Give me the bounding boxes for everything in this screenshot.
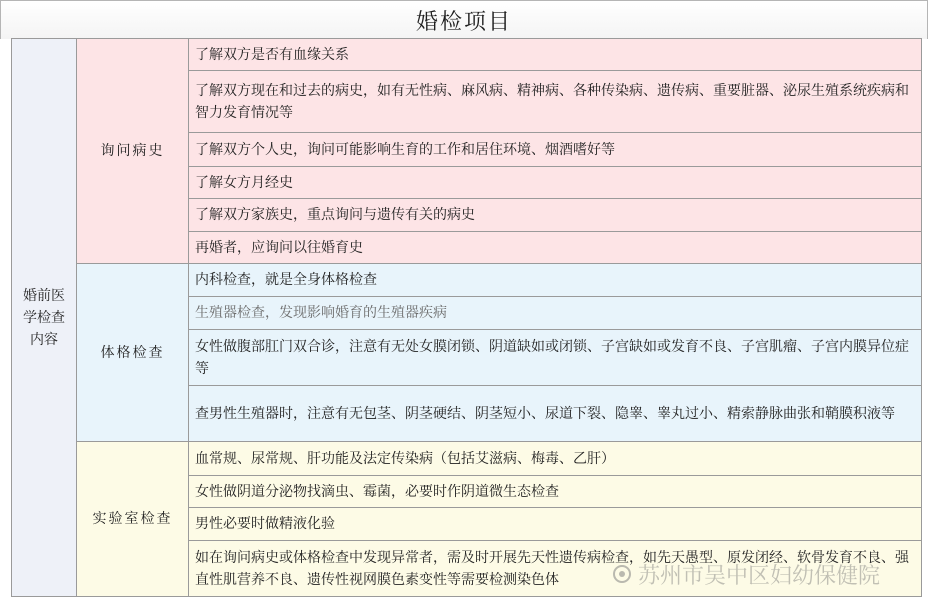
table-row	[12, 264, 922, 297]
section-lab-header	[77, 442, 189, 597]
section-physical-label: 体格检查	[100, 344, 165, 361]
table-row	[12, 39, 922, 71]
section-lab-label: 实验室检查	[92, 511, 173, 527]
table-cell: 男性必要时做精液化验	[189, 508, 922, 541]
table-cell: 了解双方是否有血缘关系	[189, 39, 922, 71]
main-category-label: 婚前医学检查内容	[23, 287, 65, 348]
table-cell: 再婚者，应询问以往婚育史	[189, 232, 922, 264]
page-title	[0, 0, 928, 39]
table-cell: 了解双方家族史，重点询问与遗传有关的病史	[189, 199, 922, 232]
section-history-header	[77, 39, 189, 264]
section-physical-header	[77, 264, 189, 442]
main-category-cell	[12, 39, 77, 597]
table-cell: 女性做腹部肛门双合诊，注意有无处女膜闭锁、阴道缺如或闭锁、子宫缺如或发育不良、子宫肌瘤、子宫内膜异位症等	[189, 330, 922, 386]
table-cell: 查男性生殖器时，注意有无包茎、阴茎硬结、阴茎短小、尿道下裂、隐睾、睾丸过小、精索静脉曲张和鞘膜积液等	[189, 386, 922, 442]
table-cell: 如在询问病史或体格检查中发现异常者，需及时开展先天性遗传病检查，如先天愚型、原发闭经、软骨发育不良、强直性肌营养不良、遗传性视网膜色素变性等需要检测染色体	[189, 541, 922, 597]
exam-table	[11, 38, 922, 597]
table-cell: 了解双方个人史，询问可能影响生育的工作和居住环境、烟酒嗜好等	[189, 133, 922, 167]
table-cell: 生殖器检查，发现影响婚育的生殖器疾病	[189, 297, 922, 330]
table-cell: 了解女方月经史	[189, 167, 922, 199]
table-cell: 了解双方现在和过去的病史，如有无性病、麻风病、精神病、各种传染病、遗传病、重要脏器、泌尿生殖系统疾病和智力发育情况等	[189, 71, 922, 133]
watermark-text: 苏州市吴中区妇幼保健院	[638, 563, 881, 589]
page-title-text: 婚检项目	[415, 9, 512, 35]
table-cell: 血常规、尿常规、肝功能及法定传染病（包括艾滋病、梅毒、乙肝）	[189, 442, 922, 476]
table-row	[12, 442, 922, 476]
section-history-label: 询问病史	[100, 143, 165, 159]
table-cell: 内科检查，就是全身体格检查	[189, 264, 922, 297]
table-cell: 女性做阴道分泌物找滴虫、霉菌，必要时作阴道微生态检查	[189, 476, 922, 508]
